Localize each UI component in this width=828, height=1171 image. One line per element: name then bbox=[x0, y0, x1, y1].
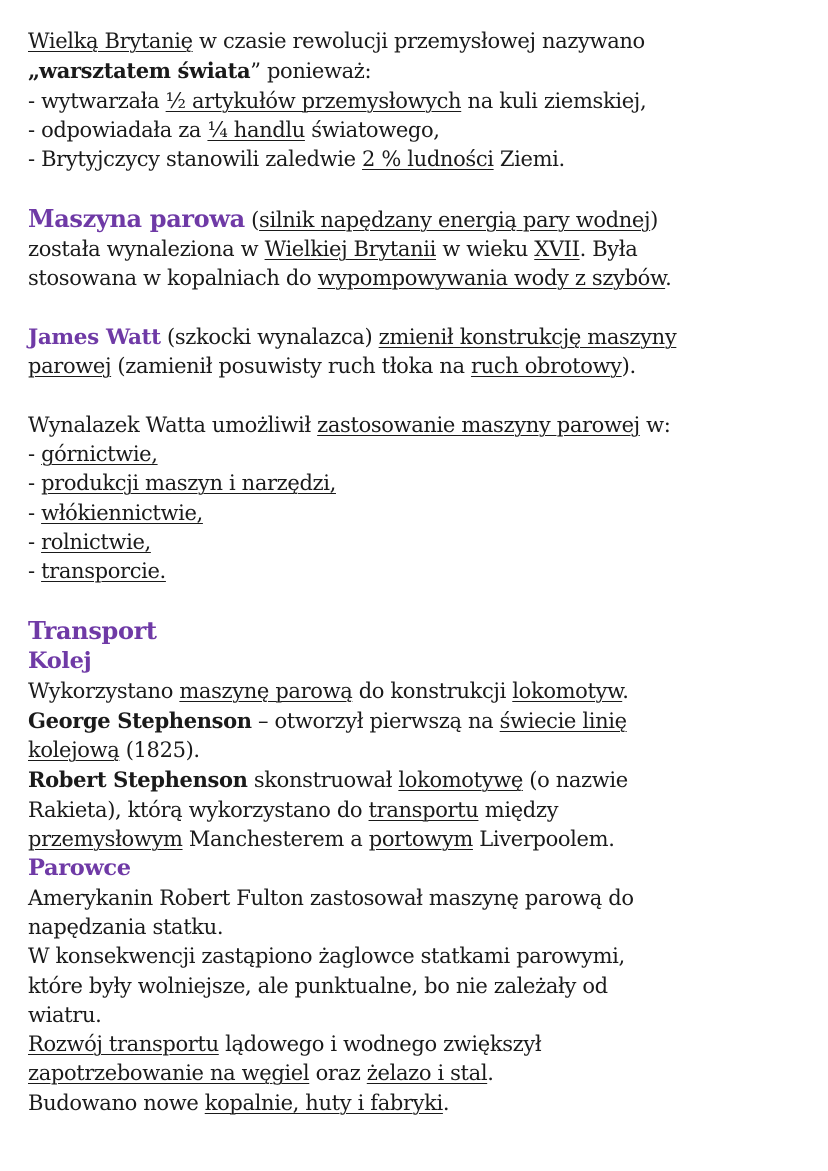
text-run: (1825). bbox=[119, 738, 200, 763]
underlined-term: lokomotyw bbox=[512, 678, 623, 703]
intro-line-3 bbox=[28, 87, 818, 116]
watt-section bbox=[28, 323, 818, 382]
underlined-term: ¼ handlu bbox=[207, 117, 305, 142]
blank-line bbox=[28, 382, 818, 411]
steamers-subsection bbox=[28, 854, 818, 1118]
text-run: (zamienił posuwisty ruch tłoka na bbox=[111, 354, 471, 379]
text-run: Manchesterem a bbox=[182, 827, 369, 852]
text-run: lądowego i wodnego zwiększył bbox=[218, 1032, 542, 1057]
text-run: Ziemi. bbox=[493, 147, 565, 172]
transport-section bbox=[28, 616, 818, 1118]
bold-term: warsztatem świata bbox=[38, 58, 251, 84]
text-run: - wytwarzała bbox=[28, 88, 166, 113]
list-dash: - bbox=[28, 471, 42, 496]
rail-line-5 bbox=[28, 796, 818, 825]
intro-section bbox=[28, 27, 818, 174]
text-run: ). bbox=[621, 354, 636, 379]
steam-engine-section bbox=[28, 204, 818, 294]
underlined-term: górnictwie, bbox=[41, 442, 158, 467]
underlined-term: rolnictwie, bbox=[41, 530, 151, 555]
uses-section bbox=[28, 411, 818, 587]
underlined-term: kolejową bbox=[28, 738, 120, 763]
underlined-term: ruch obrotowy bbox=[470, 354, 622, 379]
text-run: . bbox=[622, 678, 629, 703]
steam-line-1 bbox=[28, 204, 818, 235]
text-run: na kuli ziemskiej, bbox=[461, 88, 647, 113]
text-run: oraz bbox=[309, 1061, 367, 1086]
rail-line-6 bbox=[28, 825, 818, 854]
steam-line-2 bbox=[28, 235, 818, 264]
text-run: Rakieta), którą wykorzystano do bbox=[28, 797, 369, 822]
text-run: została wynaleziona w bbox=[28, 237, 265, 262]
document-page bbox=[28, 27, 818, 1118]
text-run: stosowana w kopalniach do bbox=[28, 266, 318, 291]
underlined-term: produkcji maszyn i narzędzi, bbox=[41, 471, 336, 496]
subsection-heading: Parowce bbox=[28, 855, 131, 882]
rail-line-2 bbox=[28, 706, 818, 736]
steamers-line-8 bbox=[28, 1089, 818, 1118]
rail-line-3 bbox=[28, 736, 818, 765]
text-run: między bbox=[478, 797, 559, 822]
rail-subsection bbox=[28, 647, 818, 854]
bold-term: Robert Stephenson bbox=[28, 767, 248, 793]
underlined-term: Rozwój transportu bbox=[28, 1032, 219, 1057]
intro-line-4 bbox=[28, 116, 818, 145]
underlined-term: XVII bbox=[534, 237, 580, 262]
text-run: „ bbox=[28, 58, 39, 84]
text-run: ) bbox=[650, 207, 658, 232]
text-run: do konstrukcji bbox=[352, 678, 513, 703]
intro-line-1 bbox=[28, 27, 818, 56]
list-dash: - bbox=[28, 442, 42, 467]
text-run: - odpowiadała za bbox=[28, 117, 208, 142]
steamers-line-3: W konsekwencji zastąpiono żaglowce statkami parowymi, bbox=[28, 944, 625, 969]
watt-line-1 bbox=[28, 323, 818, 352]
underlined-term: zastosowanie maszyny parowej bbox=[317, 412, 640, 437]
list-dash: - bbox=[28, 530, 42, 555]
text-run: - Brytyjczycy stanowili zaledwie bbox=[28, 147, 363, 172]
underlined-term: transporcie. bbox=[41, 559, 166, 584]
list-item bbox=[28, 528, 818, 557]
text-run: – otworzył pierwszą na bbox=[251, 708, 500, 733]
list-item bbox=[28, 557, 818, 586]
text-run: w wieku bbox=[436, 237, 535, 262]
underlined-term: wypompowywania wody z szybów bbox=[317, 266, 666, 291]
underlined-term: żelazo i stal bbox=[366, 1061, 488, 1086]
uses-line-1 bbox=[28, 411, 818, 440]
steamers-heading bbox=[28, 854, 818, 883]
list-item bbox=[28, 469, 818, 498]
underlined-term: Wielkiej Brytanii bbox=[264, 237, 437, 262]
list-item bbox=[28, 440, 818, 469]
section-heading: James Watt bbox=[28, 324, 161, 350]
section-heading: Transport bbox=[28, 615, 157, 645]
text-run: (szkocki wynalazca) bbox=[160, 324, 379, 349]
steamers-line-6 bbox=[28, 1030, 818, 1059]
list-dash: - bbox=[28, 559, 42, 584]
underlined-term: zmienił konstrukcję maszyny bbox=[378, 324, 677, 349]
underlined-term: zapotrzebowanie na węgiel bbox=[28, 1061, 310, 1086]
list-item bbox=[28, 499, 818, 528]
text-run: Liverpoolem. bbox=[472, 827, 615, 852]
bold-term: George Stephenson bbox=[28, 707, 252, 733]
underlined-term: włókiennictwie, bbox=[41, 500, 203, 525]
rail-line-1 bbox=[28, 677, 818, 706]
watt-line-2 bbox=[28, 352, 818, 381]
underlined-term: parowej bbox=[28, 354, 112, 379]
text-run: Wykorzystano bbox=[28, 678, 180, 703]
underlined-term: 2 % ludności bbox=[362, 147, 494, 172]
steamers-line-2: napędzania statku. bbox=[28, 914, 224, 939]
rail-line-4 bbox=[28, 765, 818, 795]
underlined-term: ½ artykułów przemysłowych bbox=[165, 88, 462, 113]
steamers-line-4: które były wolniejsze, ale punktualne, bo nie zależały od bbox=[28, 973, 608, 998]
steamers-line-7 bbox=[28, 1059, 818, 1088]
text-run: . bbox=[665, 266, 672, 291]
intro-line-5 bbox=[28, 145, 818, 174]
underlined-term: silnik napędzany energią pary wodnej bbox=[259, 207, 651, 232]
text-run: (o nazwie bbox=[522, 768, 628, 793]
list-dash: - bbox=[28, 500, 42, 525]
text-run: ( bbox=[244, 207, 260, 232]
steam-line-3 bbox=[28, 264, 818, 293]
text-run: Wynalazek Watta umożliwił bbox=[28, 412, 318, 437]
text-run: skonstruował bbox=[247, 768, 399, 793]
underlined-term: transportu bbox=[368, 797, 479, 822]
text-run: ” ponieważ: bbox=[250, 59, 372, 84]
text-run: w: bbox=[639, 412, 671, 437]
transport-heading bbox=[28, 616, 818, 647]
underlined-term: świecie linię bbox=[499, 708, 627, 733]
underlined-term: przemysłowym bbox=[28, 827, 183, 852]
text-run: światowego, bbox=[304, 117, 440, 142]
underlined-term: kopalnie, huty i fabryki bbox=[204, 1090, 443, 1115]
intro-line-2 bbox=[28, 56, 818, 86]
underlined-term: Wielką Brytanię bbox=[28, 29, 193, 53]
steamers-line-5: wiatru. bbox=[28, 1002, 102, 1027]
text-run: . Była bbox=[579, 237, 638, 262]
text-run: . bbox=[487, 1061, 494, 1086]
underlined-term: lokomotywę bbox=[398, 768, 523, 793]
steamers-line-1: Amerykanin Robert Fulton zastosował maszynę parową do bbox=[28, 885, 634, 910]
text-run: Budowano nowe bbox=[28, 1090, 205, 1115]
subsection-heading: Kolej bbox=[28, 648, 92, 675]
section-heading: Maszyna parowa bbox=[28, 203, 245, 233]
underlined-term: portowym bbox=[368, 827, 473, 852]
blank-line bbox=[28, 294, 818, 323]
blank-line bbox=[28, 587, 818, 616]
text-run: . bbox=[442, 1090, 450, 1115]
rail-heading bbox=[28, 647, 818, 676]
text-run: w czasie rewolucji przemysłowej nazywano bbox=[192, 29, 645, 53]
underlined-term: maszynę parową bbox=[179, 678, 353, 703]
blank-line bbox=[28, 174, 818, 203]
